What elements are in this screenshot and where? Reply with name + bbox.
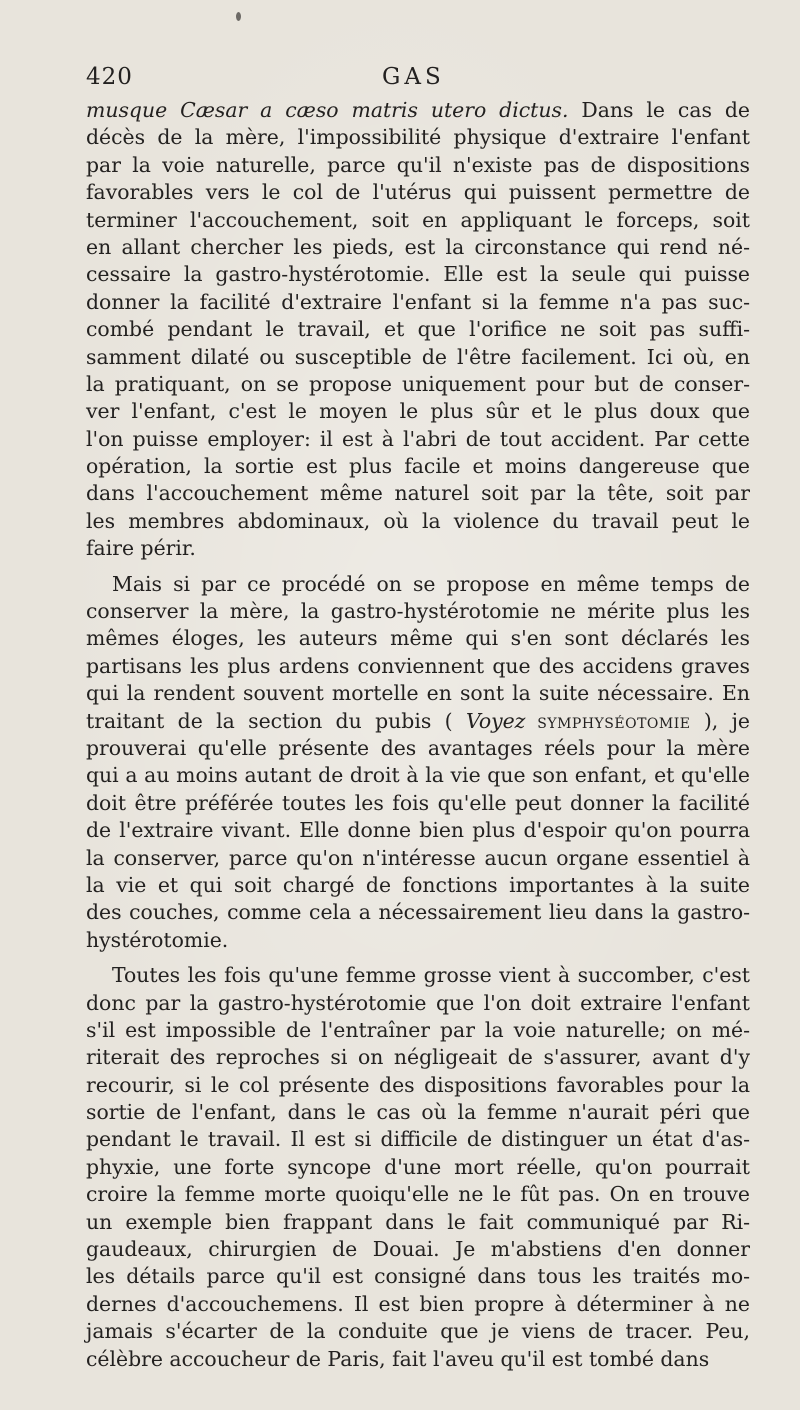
text-line: les détails parce qu'il est consigné dans tous les traités mo- bbox=[86, 1264, 750, 1289]
text-line: célèbre accoucheur de Paris, fait l'aveu qu'il est tombé dans bbox=[86, 1346, 710, 1371]
text-line: par la voie naturelle, parce qu'il n'existe pas de dispositions bbox=[86, 152, 750, 177]
text-line: riterait des reproches si on négligeait de s'assurer, avant d'y bbox=[86, 1045, 750, 1070]
paragraph bbox=[86, 962, 750, 1373]
text-line: l'on puisse employer: il est à l'abri de tout accident. Par cette bbox=[86, 426, 750, 451]
text-line: mêmes éloges, les auteurs même qui s'en sont déclarés les bbox=[86, 626, 750, 651]
ink-speck bbox=[236, 12, 241, 21]
text-line: de l'extraire vivant. Elle donne bien plus d'espoir qu'on pourra bbox=[86, 818, 750, 843]
text-line: partisans les plus ardens conviennent que des accidens graves bbox=[86, 653, 750, 678]
text-line: terminer l'accouchement, soit en appliquant le forceps, soit bbox=[86, 207, 750, 232]
text-line: cessaire la gastro-hystérotomie. Elle est la seule qui puisse bbox=[86, 262, 750, 287]
paragraph-gap bbox=[86, 563, 750, 571]
text-line: croire la femme morte quoiqu'elle ne le fût pas. On en trouve bbox=[86, 1182, 750, 1207]
italic-run: musque Cæsar a cæso matris utero dictus. bbox=[86, 98, 569, 122]
text-line: en allant chercher les pieds, est la circonstance qui rend né- bbox=[86, 234, 750, 259]
text-line: favorables vers le col de l'utérus qui puissent permettre de bbox=[86, 180, 750, 205]
smallcaps-run: SYMPHYSÉOTOMIE bbox=[525, 715, 691, 732]
text-line: phyxie, une forte syncope d'une mort réelle, qu'on pourrait bbox=[86, 1154, 750, 1179]
text-run: ), je bbox=[690, 708, 751, 733]
text-line: combé pendant le travail, et que l'orifice ne soit pas suffi- bbox=[86, 317, 750, 342]
text-line: opération, la sortie est plus facile et moins dangereuse que bbox=[86, 454, 750, 479]
text-line: dernes d'accouchemens. Il est bien propre à déterminer à ne bbox=[86, 1291, 750, 1316]
text-line: Toutes les fois qu'une femme grosse vient à succomber, c'est bbox=[112, 963, 750, 988]
text-line: un exemple bien frappant dans le fait communiqué par Ri- bbox=[86, 1209, 750, 1234]
text-line: donc par la gastro-hystérotomie que l'on doit extraire l'enfant bbox=[86, 990, 750, 1015]
text-line: faire périr. bbox=[86, 536, 196, 561]
running-head: GAS bbox=[382, 64, 445, 90]
text-line: s'il est impossible de l'entraîner par la voie naturelle; on mé- bbox=[86, 1017, 750, 1042]
italic-run: Voyez bbox=[465, 708, 526, 733]
text-line: doit être préférée toutes les fois qu'elle peut donner la facilité bbox=[86, 790, 750, 815]
text-line: prouverai qu'elle présente des avantages réels pour la mère bbox=[86, 735, 750, 760]
text-line: pendant le travail. Il est si difficile de distinguer un état d'as- bbox=[86, 1127, 750, 1152]
page-header bbox=[86, 64, 750, 98]
text-line: sortie de l'enfant, dans le cas où la femme n'aurait péri que bbox=[86, 1100, 750, 1125]
text-line: les membres abdominaux, où la violence du travail peut le bbox=[86, 508, 750, 533]
text-line: la pratiquant, on se propose uniquement pour but de conser- bbox=[86, 371, 750, 396]
text-line: ver l'enfant, c'est le moyen le plus sûr et le plus doux que bbox=[86, 399, 750, 424]
text-line: samment dilaté ou susceptible de l'être facilement. Ici où, en bbox=[86, 344, 750, 369]
text-line bbox=[86, 708, 750, 735]
text-line: recourir, si le col présente des dispositions favorables pour la bbox=[86, 1072, 750, 1097]
paragraph bbox=[86, 97, 750, 563]
text-run: Dans le cas de bbox=[568, 98, 750, 122]
page-number: 420 bbox=[86, 64, 133, 90]
text-line: la conserver, parce qu'on n'intéresse aucun organe essentiel à bbox=[86, 845, 750, 870]
text-line: gaudeaux, chirurgien de Douai. Je m'abstiens d'en donner bbox=[86, 1237, 750, 1262]
text-line: hystérotomie. bbox=[86, 927, 229, 952]
text-line: qui a au moins autant de droit à la vie que son enfant, et qu'elle bbox=[86, 763, 750, 788]
text-line: dans l'accouchement même naturel soit par la tête, soit par bbox=[86, 481, 750, 506]
text-line: qui la rendent souvent mortelle en sont la suite nécessaire. En bbox=[86, 681, 750, 706]
text-line: décès de la mère, l'impossibilité physique d'extraire l'enfant bbox=[86, 125, 750, 150]
text-line: la vie et qui soit chargé de fonctions importantes à la suite bbox=[86, 872, 750, 897]
paragraph bbox=[86, 571, 750, 954]
body-text bbox=[86, 97, 750, 1373]
text-line: jamais s'écarter de la conduite que je viens de tracer. Peu, bbox=[86, 1319, 750, 1344]
text-line: des couches, comme cela a nécessairement lieu dans la gastro- bbox=[86, 900, 750, 925]
text-line bbox=[86, 97, 750, 124]
text-line: donner la facilité d'extraire l'enfant si la femme n'a pas suc- bbox=[86, 289, 750, 314]
text-run: traitant de la section du pubis ( bbox=[86, 708, 466, 733]
paragraph-gap bbox=[86, 954, 750, 962]
text-line: conserver la mère, la gastro-hystérotomie ne mérite plus les bbox=[86, 599, 750, 624]
text-line: Mais si par ce procédé on se propose en même temps de bbox=[112, 571, 750, 596]
